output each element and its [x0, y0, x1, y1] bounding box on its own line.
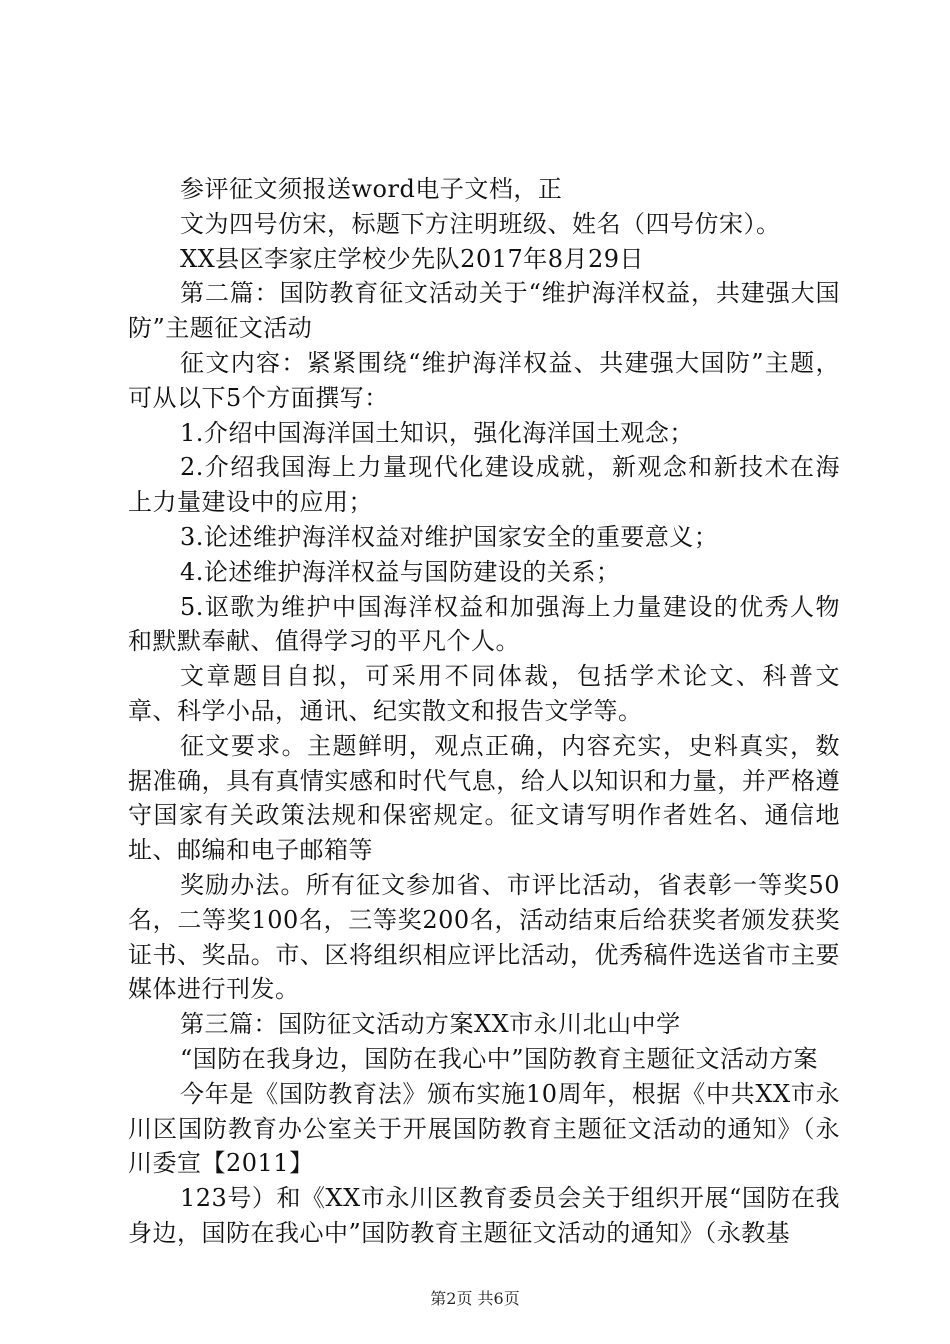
- paragraph: 123号）和《XX市永川区教育委员会关于组织开展“国防在我身边，国防在我心中”国防教育主题征文活动的通知》（永教基: [128, 1184, 840, 1247]
- list-item: 4.论述维护海洋权益与国防建设的关系；: [180, 557, 621, 586]
- page-number: 第2页 共6页: [430, 1289, 520, 1308]
- list-item: 1.介绍中国海洋国土知识，强化海洋国土观念；: [180, 418, 694, 447]
- list-item: 5.讴歌为维护中国海洋权益和加强海上力量建设的优秀人物和默默奉献、值得学习的平凡个人。: [128, 592, 840, 656]
- paragraph: “国防在我身边，国防在我心中”国防教育主题征文活动方案: [180, 1044, 819, 1073]
- section-heading: 第二篇：国防教育征文活动关于“维护海洋权益，共建强大国防”主题征文活动: [128, 279, 840, 343]
- paragraph: 今年是《国防教育法》颁布实施10周年，根据《中共XX市永川区国防教育办公室关于开展国防教育主题征文活动的通知》（永川委宣【2011】: [128, 1079, 840, 1178]
- paragraph: 参评征文须报送word电子文档，正: [180, 175, 563, 203]
- list-item: 2.介绍我国海上力量现代化建设成就，新观念和新技术在海上力量建设中的应用；: [128, 453, 840, 517]
- paragraph: XX县区李家庄学校少先队2017年8月29日: [180, 244, 645, 273]
- paragraph: 征文要求。主题鲜明，观点正确，内容充实，史料真实，数据准确，具有真情实感和时代气息，给人以知识和力量，并严格遵守国家有关政策法规和保密规定。征文请写明作者姓名、通信地址、邮编和电子邮箱等: [128, 731, 840, 865]
- section-heading: 第三篇：国防征文活动方案XX市永川北山中学: [180, 1010, 681, 1039]
- paragraph: 奖励办法。所有征文参加省、市评比活动，省表彰一等奖50名，二等奖100名，三等奖200名，活动结束后给获奖者颁发获奖证书、奖品。市、区将组织相应评比活动，优秀稿件选送省市主要媒体进行刊发。: [128, 870, 840, 1004]
- document-body: [128, 172, 840, 1251]
- list-item: 3.论述维护海洋权益对维护国家安全的重要意义；: [180, 522, 719, 551]
- paragraph: 征文内容：紧紧围绕“维护海洋权益、共建强大国防”主题，可从以下5个方面撰写：: [128, 348, 840, 412]
- paragraph: 文章题目自拟，可采用不同体裁，包括学术论文、科普文章、科学小品，通讯、纪实散文和报告文学等。: [128, 662, 840, 725]
- paragraph: 文为四号仿宋，标题下方注明班级、姓名（四号仿宋）。: [180, 209, 781, 238]
- page-footer: [0, 1289, 950, 1309]
